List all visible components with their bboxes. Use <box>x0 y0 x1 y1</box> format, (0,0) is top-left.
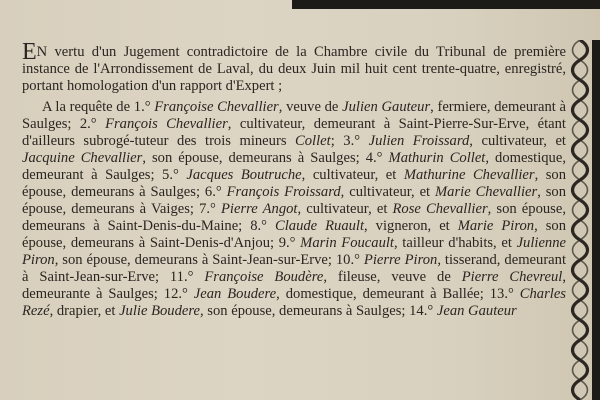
party-name: Jacquine Chevallier <box>22 150 143 166</box>
intro-text: vertu d'un Jugement contradictoire de la Chambre civile du Tribunal de première instance de l'Arrondissement de Laval, du deux Juin mil huit cent trente-quatre, enregistré, portant homologation d'un rapport d'Expert ; <box>22 44 566 94</box>
party-name: François Chevallier <box>105 116 228 132</box>
party-name: Claude Ruault <box>274 218 365 234</box>
party-name: Marie Chevallier <box>435 184 538 200</box>
intro-paragraph: EN vertu d'un Jugement contradictoire de la Chambre civile du Tribunal de première instance de l'Arrondissement de Laval, du deux Juin mil huit cent trente-quatre, enregistré, portant homologation d'un rapport d'Expert ; <box>22 39 566 94</box>
party-name: Julien Gauteur <box>342 99 431 115</box>
party-name: Rose Chevallier <box>392 201 488 217</box>
document-body <box>22 39 567 320</box>
party-name: Pierre Piron <box>363 252 438 268</box>
party-name: Françoise Boudère <box>204 269 324 285</box>
party-name: Marin Foucault <box>300 235 394 251</box>
chain-border-ornament <box>564 40 600 400</box>
party-name: Julienne Piron <box>22 235 566 268</box>
drop-cap-letter: E <box>22 39 37 65</box>
party-name: Pierre Angot <box>221 201 298 217</box>
party-name: Jean Gauteur <box>436 303 517 319</box>
parties-paragraph: A la requête de 1.° Françoise Chevallier, veuve de Julien Gauteur, fermiere, demeurant à Saulges; 2.° François Chevallier, cultivateur, demeurant à Saint-Pierre-Sur-Erve, étant d'ailleurs subrogé-tuteur des trois mineurs Collet; 3.° Julien Froissard, cultivateur, et Jacquine Chevallier, son épouse, demeurans à Saulges; 4.° Mathurin Collet, domestique, demeurant à Saulges; 5.° Jacques Boutruche, cultivateur, et Mathurine Chevallier, son épouse, demeurans à Saulges; 6.° François Froissard, cultivateur, et Marie Chevallier, son épouse, demeurans à Vaiges; 7.° Pierre Angot, cultivateur, et Rose Chevallier, son épouse, demeurans à Saint-Denis-du-Maine; 8.° Claude Ruault, vigneron, et Marie Piron, son épouse, demeurans à Saint-Denis-d'Anjou; 9.° Marin Foucault, tailleur d'habits, et Julienne Piron, son épouse, demeurans à Saint-Jean-sur-Erve; 10.° Pierre Piron, tisserand, demeurant à Saint-Jean-sur-Erve; 11.° Françoise Boudère, fileuse, veuve de Pierre Chevreul, demeurante à Saulges; 12.° Jean Boudere, domestique, demeurant à Ballée; 13.° Charles Rezé, drapier, et Julie Boudere, son épouse, demeurans à Saulges; 14.° Jean Gauteur <box>22 99 567 319</box>
party-name: Pierre Chevreul <box>461 269 563 285</box>
party-name: Mathurine Chevallier <box>403 167 535 183</box>
party-name: Julien Froissard <box>368 133 470 149</box>
party-name: Julie Boudere <box>119 303 200 319</box>
party-name: Charles Rezé <box>22 286 566 319</box>
party-name: Jean Boudere <box>193 286 277 302</box>
top-border-rule <box>292 0 600 9</box>
party-name: Marie Piron <box>457 218 535 234</box>
party-name: Jacques Boutruche <box>186 167 302 183</box>
party-name: François Froissard <box>226 184 341 200</box>
party-name: Françoise Chevallier <box>154 99 279 115</box>
party-name: Mathurin Collet <box>388 150 486 166</box>
party-name: Collet <box>295 133 331 149</box>
